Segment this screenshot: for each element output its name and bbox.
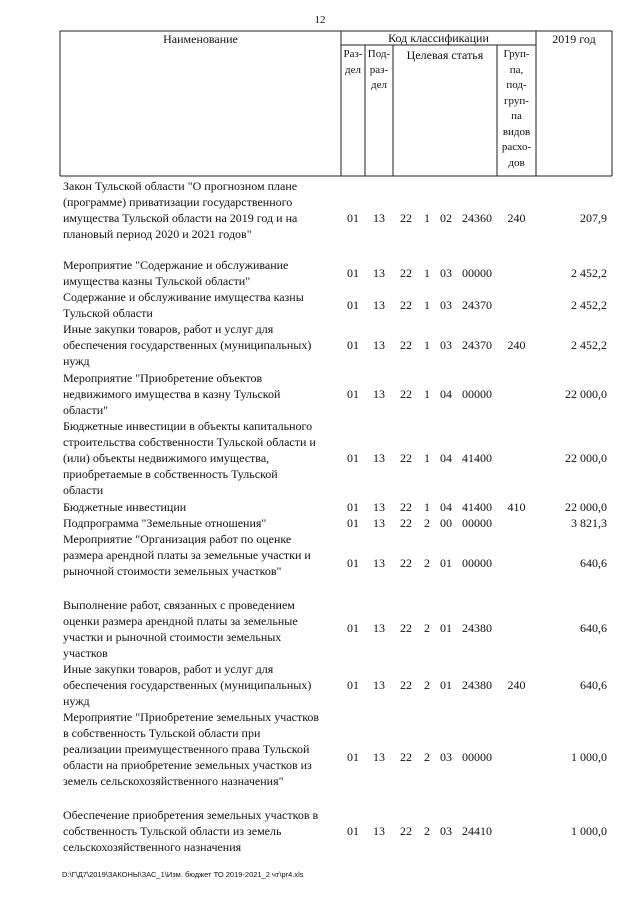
row-podrazdel: 13 xyxy=(373,451,385,465)
row-amount: 22 000,0 xyxy=(565,387,607,401)
row-target-program: 22 xyxy=(400,266,412,280)
row-podrazdel: 13 xyxy=(373,338,385,352)
row-target-measure: 03 xyxy=(440,298,452,312)
row-target-direction: 00000 xyxy=(462,750,492,764)
row-target-program: 22 xyxy=(400,516,412,530)
row-name: Содержание и обслуживание имущества казны Тульской области xyxy=(63,290,304,320)
row-name: Иные закупки товаров, работ и услуг для обеспечения государственных (муниципальных) нужд xyxy=(63,662,312,708)
row-amount: 207,9 xyxy=(580,211,607,225)
row-name: Мероприятие "Приобретение земельных участков в собственность Тульской области при реализации преимущественного права Тульской области на приобретение земельных участков из земель сельскохозяйственного назначения" xyxy=(63,710,320,788)
row-target-direction: 24380 xyxy=(462,678,492,692)
row-target-measure: 03 xyxy=(440,338,452,352)
row-razdel: 01 xyxy=(347,387,359,401)
row-razdel: 01 xyxy=(347,298,359,312)
row-target-direction: 41400 xyxy=(462,451,492,465)
row-target-direction: 24380 xyxy=(462,621,492,635)
row-expense-type: 410 xyxy=(507,500,526,514)
row-target-direction: 24360 xyxy=(462,211,492,225)
page-number: 12 xyxy=(314,14,326,26)
row-razdel: 01 xyxy=(347,750,359,764)
row-razdel: 01 xyxy=(347,556,359,570)
row-expense-type: 240 xyxy=(507,678,526,692)
row-target-subprogram: 1 xyxy=(424,338,430,352)
row-target-direction: 24370 xyxy=(462,298,492,312)
row-podrazdel: 13 xyxy=(373,211,385,225)
row-amount: 640,6 xyxy=(580,621,607,635)
row-amount: 640,6 xyxy=(580,678,607,692)
row-target-program: 22 xyxy=(400,211,412,225)
row-amount: 2 452,2 xyxy=(571,338,607,352)
row-amount: 640,6 xyxy=(580,556,607,570)
row-target-subprogram: 2 xyxy=(424,516,430,530)
row-name: Мероприятие "Приобретение объектов недвижимого имущества в казну Тульской области" xyxy=(63,371,281,417)
row-target-program: 22 xyxy=(400,678,412,692)
row-amount: 3 821,3 xyxy=(571,516,607,530)
row-target-direction: 00000 xyxy=(462,266,492,280)
row-name: Иные закупки товаров, работ и услуг для обеспечения государственных (муниципальных) нужд xyxy=(63,322,312,368)
row-podrazdel: 13 xyxy=(373,298,385,312)
row-target-measure: 04 xyxy=(440,451,452,465)
header-name: Наименование xyxy=(163,32,238,46)
header-section: Раз- дел xyxy=(343,48,363,76)
row-target-program: 22 xyxy=(400,750,412,764)
row-target-subprogram: 2 xyxy=(424,824,430,838)
row-razdel: 01 xyxy=(347,500,359,514)
row-target-subprogram: 1 xyxy=(424,298,430,312)
row-name: Мероприятие "Содержание и обслуживание имущества казны Тульской области" xyxy=(63,258,289,288)
row-name: Выполнение работ, связанных с проведением оценки размера арендной платы за земельные участки и рыночной стоимости земельных участков xyxy=(63,598,298,660)
row-target-subprogram: 2 xyxy=(424,750,430,764)
row-podrazdel: 13 xyxy=(373,516,385,530)
row-name: Бюджетные инвестиции в объекты капитального строительства собственности Тульской области и (или) объекты недвижимого имущества, приобретаемые в собственность Тульской области xyxy=(63,419,316,497)
row-target-direction: 00000 xyxy=(462,556,492,570)
row-target-measure: 03 xyxy=(440,266,452,280)
row-target-subprogram: 1 xyxy=(424,266,430,280)
row-name: Закон Тульской области "О прогнозном плане (программе) приватизации государственного имущества Тульской области на 2019 год и на плановый период 2020 и 2021 годов" xyxy=(63,179,298,241)
row-target-program: 22 xyxy=(400,621,412,635)
row-razdel: 01 xyxy=(347,211,359,225)
header-subsection: Под- раз- дел xyxy=(367,48,391,91)
header-expense-group: Груп- па, под- груп- па видов расхо- дов xyxy=(501,48,532,169)
row-target-program: 22 xyxy=(400,451,412,465)
row-podrazdel: 13 xyxy=(373,750,385,764)
row-target-measure: 02 xyxy=(440,211,452,225)
row-name: Мероприятие "Организация работ по оценке размера арендной платы за земельные участки и рыночной стоимости земельных участков" xyxy=(63,532,311,578)
row-target-program: 22 xyxy=(400,556,412,570)
row-target-measure: 04 xyxy=(440,387,452,401)
row-target-measure: 01 xyxy=(440,556,452,570)
header-year: 2019 год xyxy=(552,32,596,46)
row-name: Подпрограмма "Земельные отношения" xyxy=(63,516,267,530)
row-name: Бюджетные инвестиции xyxy=(63,500,187,514)
row-target-direction: 24410 xyxy=(462,824,492,838)
row-target-direction: 00000 xyxy=(462,387,492,401)
row-target-program: 22 xyxy=(400,338,412,352)
row-target-subprogram: 1 xyxy=(424,211,430,225)
row-razdel: 01 xyxy=(347,621,359,635)
row-razdel: 01 xyxy=(347,338,359,352)
row-target-program: 22 xyxy=(400,387,412,401)
row-target-program: 22 xyxy=(400,824,412,838)
row-target-subprogram: 1 xyxy=(424,500,430,514)
row-razdel: 01 xyxy=(347,678,359,692)
row-podrazdel: 13 xyxy=(373,387,385,401)
row-amount: 22 000,0 xyxy=(565,451,607,465)
row-expense-type: 240 xyxy=(507,211,526,225)
row-amount: 1 000,0 xyxy=(571,750,607,764)
row-target-measure: 03 xyxy=(440,824,452,838)
row-target-direction: 41400 xyxy=(462,500,492,514)
row-target-measure: 04 xyxy=(440,500,452,514)
row-target-subprogram: 2 xyxy=(424,678,430,692)
row-target-subprogram: 2 xyxy=(424,556,430,570)
row-target-measure: 03 xyxy=(440,750,452,764)
file-path-footer: D:\Г\Д7\2019\ЗАКОНЫ\ЗАС_1\Изм. бюджет ТО 2019-2021_2 чт\pr4.xls xyxy=(62,870,304,879)
row-target-measure: 00 xyxy=(440,516,452,530)
row-target-program: 22 xyxy=(400,500,412,514)
row-target-subprogram: 1 xyxy=(424,451,430,465)
header-classification: Код классификации xyxy=(388,31,489,45)
row-expense-type: 240 xyxy=(507,338,526,352)
row-razdel: 01 xyxy=(347,451,359,465)
row-target-direction: 24370 xyxy=(462,338,492,352)
row-amount: 2 452,2 xyxy=(571,266,607,280)
row-target-measure: 01 xyxy=(440,678,452,692)
row-podrazdel: 13 xyxy=(373,556,385,570)
row-target-direction: 00000 xyxy=(462,516,492,530)
row-podrazdel: 13 xyxy=(373,678,385,692)
row-razdel: 01 xyxy=(347,824,359,838)
row-name: Обеспечение приобретения земельных участков в собственность Тульской области из земель сельскохозяйственного назначения xyxy=(63,808,319,854)
row-amount: 1 000,0 xyxy=(571,824,607,838)
row-target-measure: 01 xyxy=(440,621,452,635)
row-razdel: 01 xyxy=(347,516,359,530)
row-podrazdel: 13 xyxy=(373,824,385,838)
row-target-subprogram: 2 xyxy=(424,621,430,635)
row-razdel: 01 xyxy=(347,266,359,280)
row-target-subprogram: 1 xyxy=(424,387,430,401)
header-target: Целевая статья xyxy=(406,48,484,62)
row-target-program: 22 xyxy=(400,298,412,312)
row-podrazdel: 13 xyxy=(373,621,385,635)
row-podrazdel: 13 xyxy=(373,266,385,280)
row-amount: 2 452,2 xyxy=(571,298,607,312)
row-podrazdel: 13 xyxy=(373,500,385,514)
row-amount: 22 000,0 xyxy=(565,500,607,514)
